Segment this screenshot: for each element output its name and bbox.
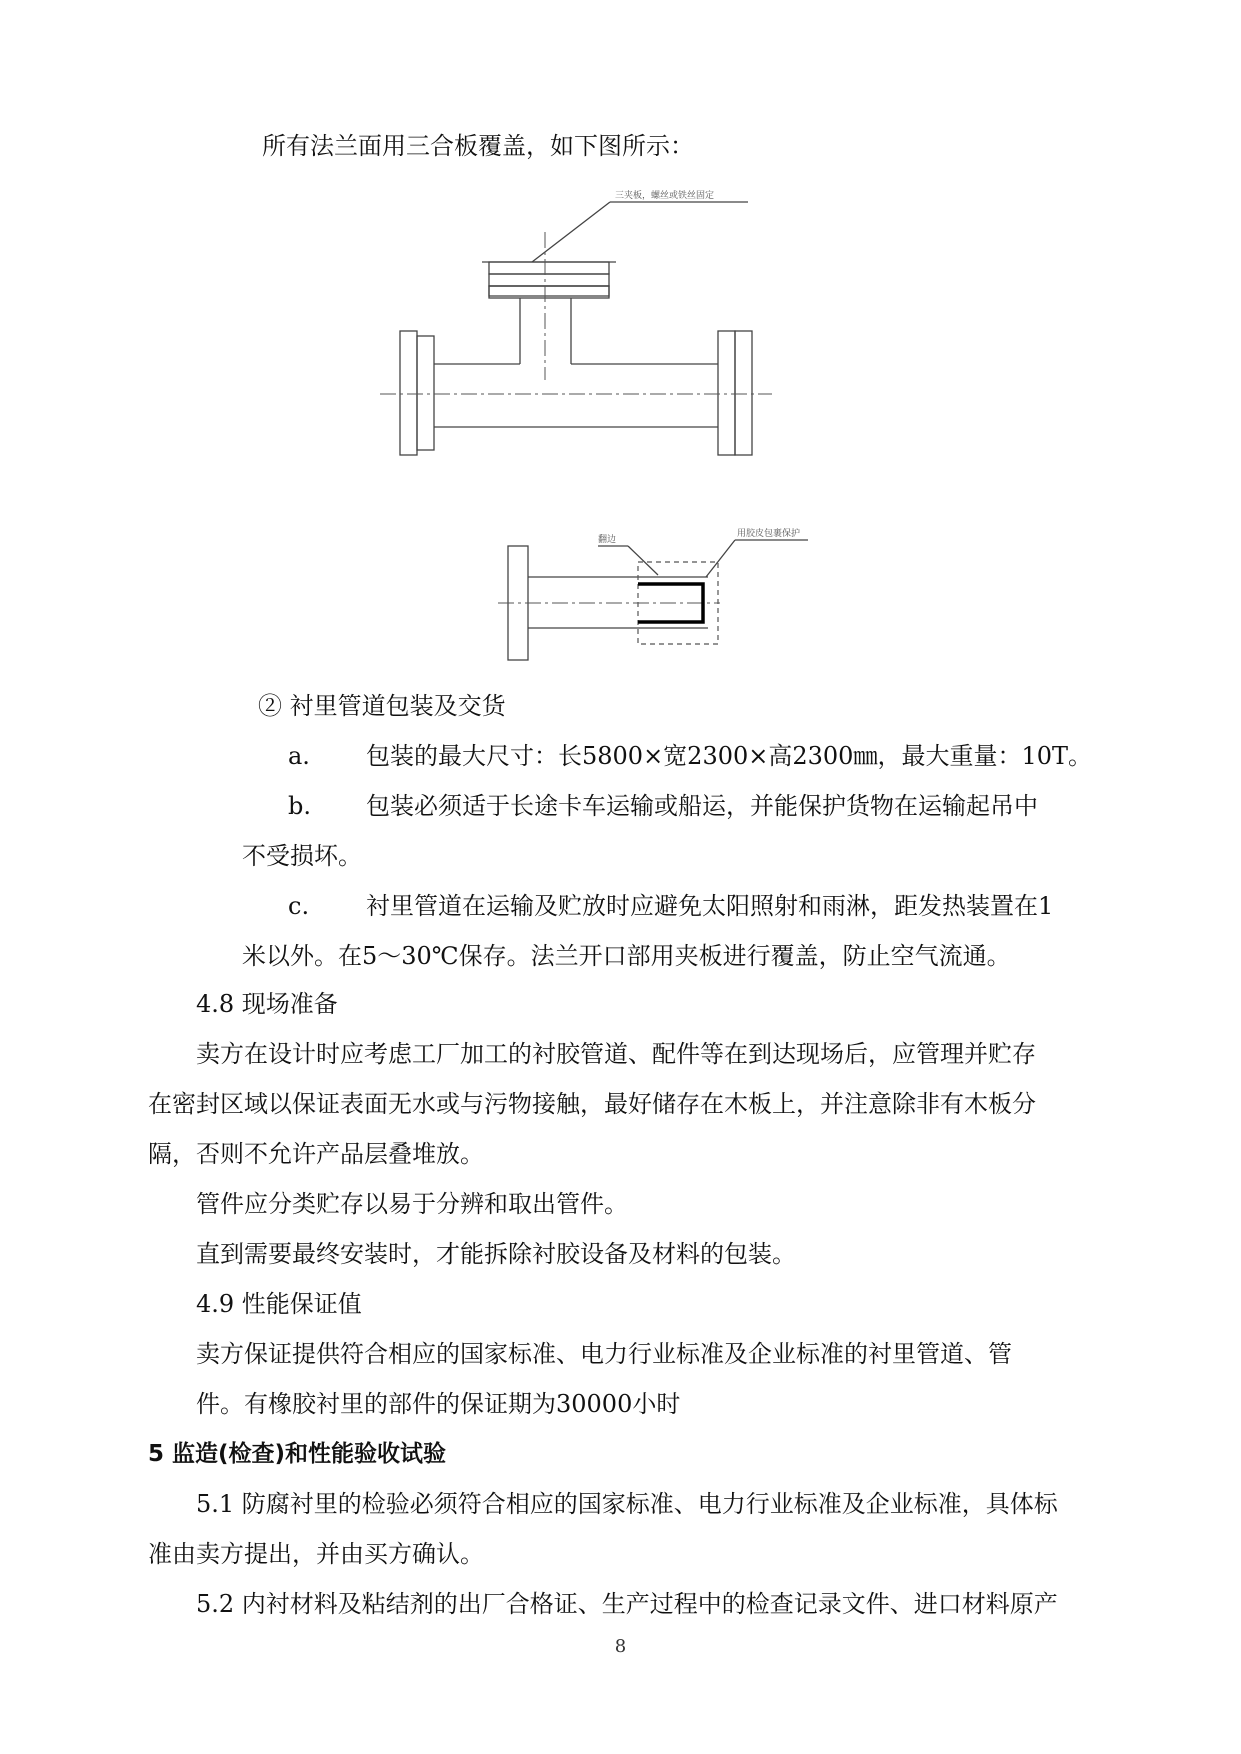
site-prep-line: 直到需要最终安装时，才能拆除衬胶设备及材料的包装。 — [196, 1240, 796, 1268]
list-marker: b. — [288, 792, 311, 820]
intro-paragraph: 所有法兰面用三合板覆盖，如下图所示： — [262, 132, 694, 160]
packaging-title: ② 衬里管道包装及交货 — [258, 692, 506, 720]
callout-flange: 翻边 — [598, 535, 617, 545]
packaging-item-c — [288, 890, 1053, 922]
site-prep-title: 4.8 现场准备 — [196, 990, 338, 1018]
list-item-text: 包装的最大尺寸：长5800×宽2300×高2300㎜，最大重量：10T。 — [366, 742, 1092, 770]
list-item-text: 衬里管道在运输及贮放时应避免太阳照射和雨淋，距发热装置在1 — [366, 892, 1054, 920]
page-number: 8 — [614, 1636, 627, 1657]
packaging-item-b-continued: 不受损坏。 — [242, 842, 362, 870]
guarantee-title: 4.9 性能保证值 — [196, 1290, 362, 1318]
section-5-paragraph-line: 准由卖方提出，并由买方确认。 — [148, 1540, 484, 1568]
site-prep-paragraph-line: 在密封区域以保证表面无水或与污物接触，最好储存在木板上，并注意除非有木板分 — [148, 1090, 1036, 1118]
guarantee-line: 卖方保证提供符合相应的国家标准、电力行业标准及企业标准的衬里管道、管 — [196, 1340, 1012, 1368]
section-5-paragraph-line: 5.2 内衬材料及粘结剂的出厂合格证、生产过程中的检查记录文件、进口材料原产 — [196, 1590, 1058, 1618]
list-marker: c. — [288, 892, 310, 920]
section-5-heading: 5 监造(检查)和性能验收试验 — [148, 1441, 447, 1467]
callout-rubber: 用胶皮包裹保护 — [737, 529, 801, 539]
site-prep-paragraph-line: 卖方在设计时应考虑工厂加工的衬胶管道、配件等在到达现场后，应管理并贮存 — [196, 1040, 1036, 1068]
list-marker: a. — [288, 742, 310, 770]
site-prep-paragraph-line: 隔，否则不允许产品层叠堆放。 — [148, 1140, 484, 1168]
callout-plywood: 三夹板，螺丝或铁丝固定 — [615, 191, 715, 201]
guarantee-line: 件。有橡胶衬里的部件的保证期为30000小时 — [196, 1390, 681, 1418]
section-5-paragraph-line: 5.1 防腐衬里的检验必须符合相应的国家标准、电力行业标准及企业标准，具体标 — [196, 1490, 1058, 1518]
pipe-end-diagram — [0, 520, 1241, 680]
list-item-text: 包装必须适于长途卡车运输或船运，并能保护货物在运输起吊中 — [366, 792, 1038, 820]
site-prep-line: 管件应分类贮存以易于分辨和取出管件。 — [196, 1190, 628, 1218]
packaging-item-a — [288, 740, 1092, 772]
packaging-item-c-continued: 米以外。在5～30℃保存。法兰开口部用夹板进行覆盖，防止空气流通。 — [242, 942, 1011, 970]
packaging-item-b — [288, 790, 1038, 822]
